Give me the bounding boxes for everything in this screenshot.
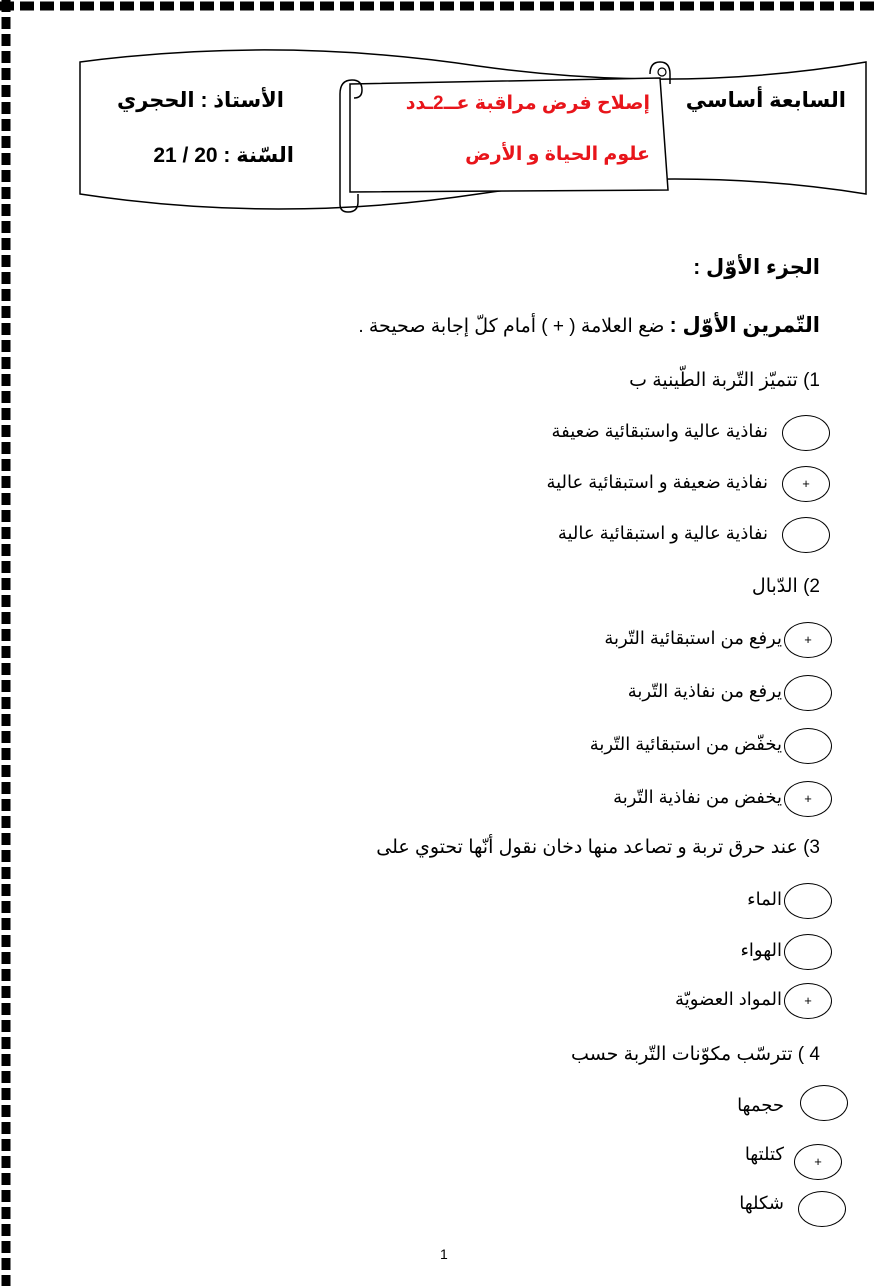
answer-circle[interactable]: [784, 934, 832, 970]
question-4: 4 ) تترسّب مكوّنات التّربة حسب: [571, 1044, 820, 1065]
part-title: الجزء الأوّل :: [693, 256, 820, 279]
answer-circle[interactable]: [784, 883, 832, 919]
option-text: نفاذية عالية و استبقائية عالية: [557, 523, 768, 543]
question-2: 2) الدّبال: [751, 576, 820, 597]
decorative-border-top: [0, 0, 876, 16]
answer-circle[interactable]: [798, 1191, 846, 1227]
option-text: كتلتها: [744, 1144, 784, 1164]
answer-circle[interactable]: [800, 1085, 848, 1121]
page-number: 1: [440, 1246, 448, 1262]
answer-circle[interactable]: +: [794, 1144, 842, 1180]
header-banner: [78, 44, 868, 224]
option-text: الماء: [747, 889, 782, 909]
option-text: يرفع من استبقائية التّربة: [604, 628, 782, 648]
answer-circle[interactable]: +: [782, 466, 830, 502]
option-text: يخفض من نفاذية التّربة: [613, 787, 782, 807]
class-level: السابعة أساسي: [685, 89, 846, 112]
option-text: المواد العضويّة: [675, 989, 782, 1009]
option-text: يخفّض من استبقائية التّربة: [589, 734, 782, 754]
option-text: الهواء: [740, 940, 782, 960]
teacher-name: الأستاذ : الحجري: [116, 89, 284, 112]
exercise-heading: [358, 313, 820, 338]
option-text: نفاذية ضعيفة و استبقائية عالية: [546, 472, 768, 492]
option-text: حجمها: [737, 1095, 784, 1115]
exercise-label: التّمرين الأوّل :: [669, 314, 820, 337]
option-text: نفاذية عالية واستبقائية ضعيفة: [551, 421, 768, 441]
answer-circle[interactable]: +: [784, 781, 832, 817]
answer-circle[interactable]: [784, 728, 832, 764]
exercise-instruction: ضع العلامة ( + ) أمام كلّ إجابة صحيحة .: [358, 316, 665, 337]
option-text: يرفع من نفاذية التّربة: [627, 681, 782, 701]
answer-circle[interactable]: +: [784, 622, 832, 658]
decorative-border-left: [0, 0, 14, 1286]
option-text: شكلها: [739, 1193, 784, 1213]
answer-circle[interactable]: +: [784, 983, 832, 1019]
question-1: 1) تتميّز التّربة الطّينية ب: [629, 370, 820, 391]
document-title: إصلاح فرض مراقبة عــ2ـدد: [405, 93, 650, 114]
answer-circle[interactable]: [782, 415, 830, 451]
question-3: 3) عند حرق تربة و تصاعد منها دخان نقول أنّها تحتوي على: [376, 837, 820, 858]
subject-title: علوم الحياة و الأرض: [465, 144, 650, 165]
school-year: السّنة : 20 / 21: [153, 144, 294, 167]
answer-circle[interactable]: [784, 675, 832, 711]
answer-circle[interactable]: [782, 517, 830, 553]
